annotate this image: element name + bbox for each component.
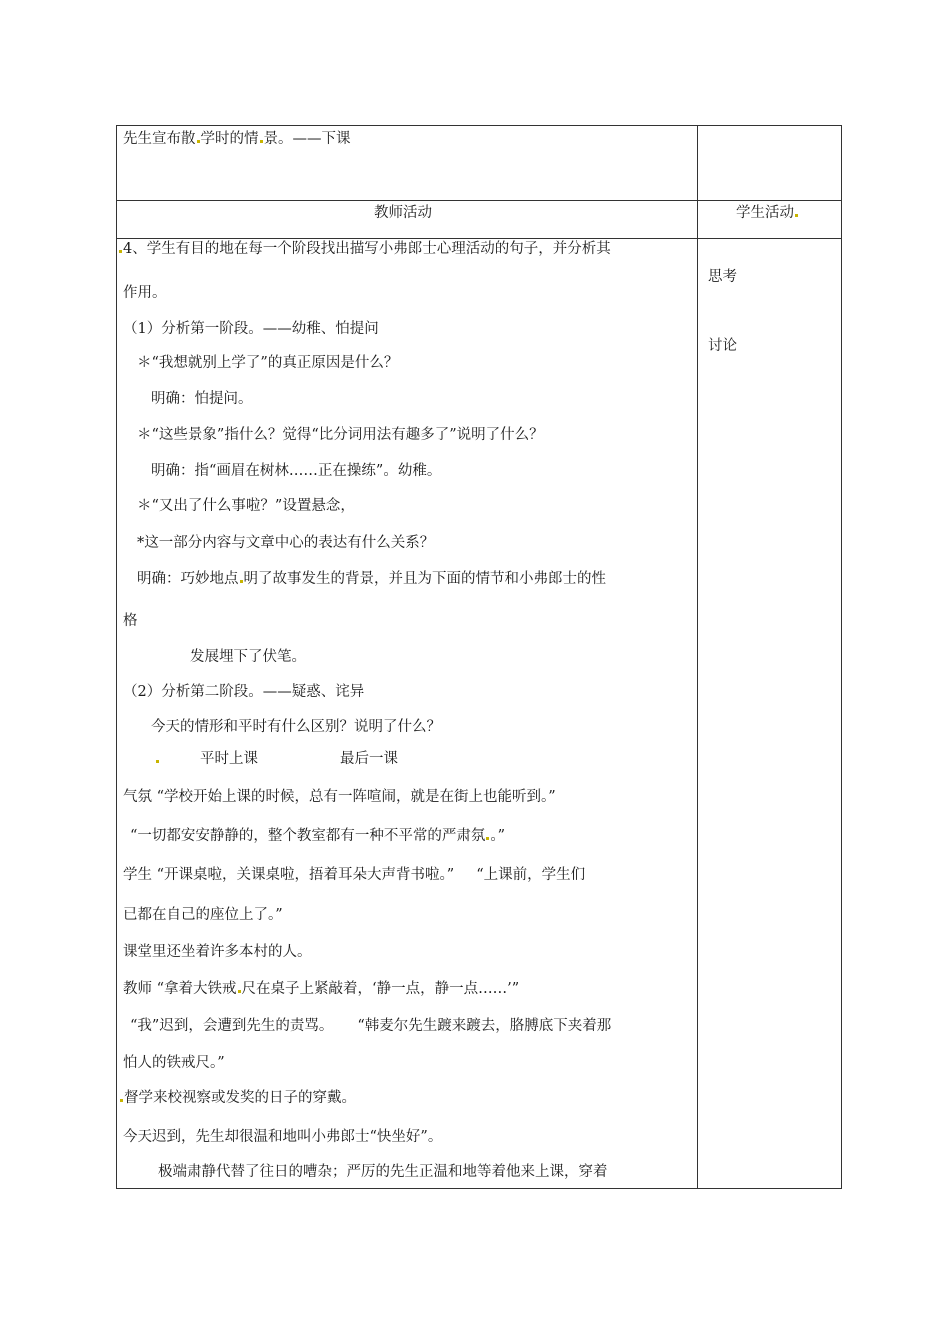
line-09: *这一部分内容与文章中心的表达有什么关系？: [137, 535, 435, 551]
marker-dot: [486, 837, 489, 840]
line-17: “一切都安安静静的，整个教室都有一种不平常的严肃氛 。”: [130, 828, 506, 844]
line-12: 发展埋下了伏笔。: [190, 649, 306, 665]
marker-dot: [197, 140, 200, 143]
line-10: 明确：巧妙地点 明了故事发生的背景，并且为下面的情节和小弗郎士的性: [137, 571, 606, 587]
line-25: 今天迟到，先生却很温和地叫小弗郎士“快坐好”。: [123, 1129, 443, 1145]
line-21: 教师 “拿着大铁戒 尺在桌子上紧敲着，‘静一点，静一点……’”: [123, 981, 520, 997]
marker-dot: [238, 990, 241, 993]
line-06: ＊“这些景象”指什么？觉得“比分词用法有趣多了”说明了什么？: [137, 427, 544, 443]
marker-dot: [120, 1099, 123, 1102]
line-13: （2）分析第二阶段。——疑惑、诧异: [123, 684, 365, 700]
line-11: 格: [123, 613, 138, 629]
line-26: 极端肃静代替了往日的嘈杂；严厉的先生正温和地等着他来上课，穿着: [158, 1164, 608, 1180]
line-19: 已都在自己的座位上了。”: [123, 907, 283, 923]
column-divider: [697, 126, 698, 1188]
marker-dot: [260, 140, 263, 143]
header-student: 学生活动: [736, 204, 799, 222]
marker-dot: [795, 214, 798, 217]
row-divider-1: [117, 200, 841, 201]
line-24: 督学来校视察或发奖的日子的穿戴。: [119, 1089, 356, 1107]
line-15: 平时上课 最后一课: [155, 750, 398, 768]
line-04: ＊“我想就别上学了”的真正原因是什么？: [137, 355, 399, 371]
marker-dot: [240, 580, 243, 583]
line-01: 4、学生有目的地在每一个阶段找出描写小弗郎士心理活动的句子，并分析其: [118, 240, 611, 258]
line-20: 课堂里还坐着许多本村的人。: [123, 944, 312, 960]
line-23: 怕人的铁戒尺。”: [123, 1055, 225, 1071]
line-02: 作用。: [123, 285, 167, 301]
student-discuss: 讨论: [708, 338, 737, 354]
line-22: “我”迟到，会遭到先生的责骂。 “韩麦尔先生踱来踱去，胳膊底下夹着那: [130, 1018, 612, 1034]
line-16: 气氛 “学校开始上课的时候，总有一阵喧闹，就是在街上也能听到。”: [123, 789, 556, 805]
line-18: 学生 “开课桌啦，关课桌啦，捂着耳朵大声背书啦。” “上课前，学生们: [123, 867, 586, 883]
line-03: （1）分析第一阶段。——幼稚、怕提问: [123, 321, 379, 337]
line-05: 明确：怕提问。: [151, 391, 253, 407]
student-think: 思考: [708, 269, 737, 285]
line-07: 明确：指“画眉在树林……正在操练”。幼稚。: [151, 463, 442, 479]
line-14: 今天的情形和平时有什么区别？说明了什么？: [151, 719, 441, 735]
line-08: ＊“又出了什么事啦？”设置悬念，: [137, 498, 355, 514]
header-teacher: 教师活动: [374, 205, 432, 221]
row-divider-2: [117, 238, 841, 239]
marker-dot: [156, 760, 159, 763]
top-row-text: 先生宣布散 学时的情 景。——下课: [123, 131, 351, 147]
marker-dot: [119, 250, 122, 253]
